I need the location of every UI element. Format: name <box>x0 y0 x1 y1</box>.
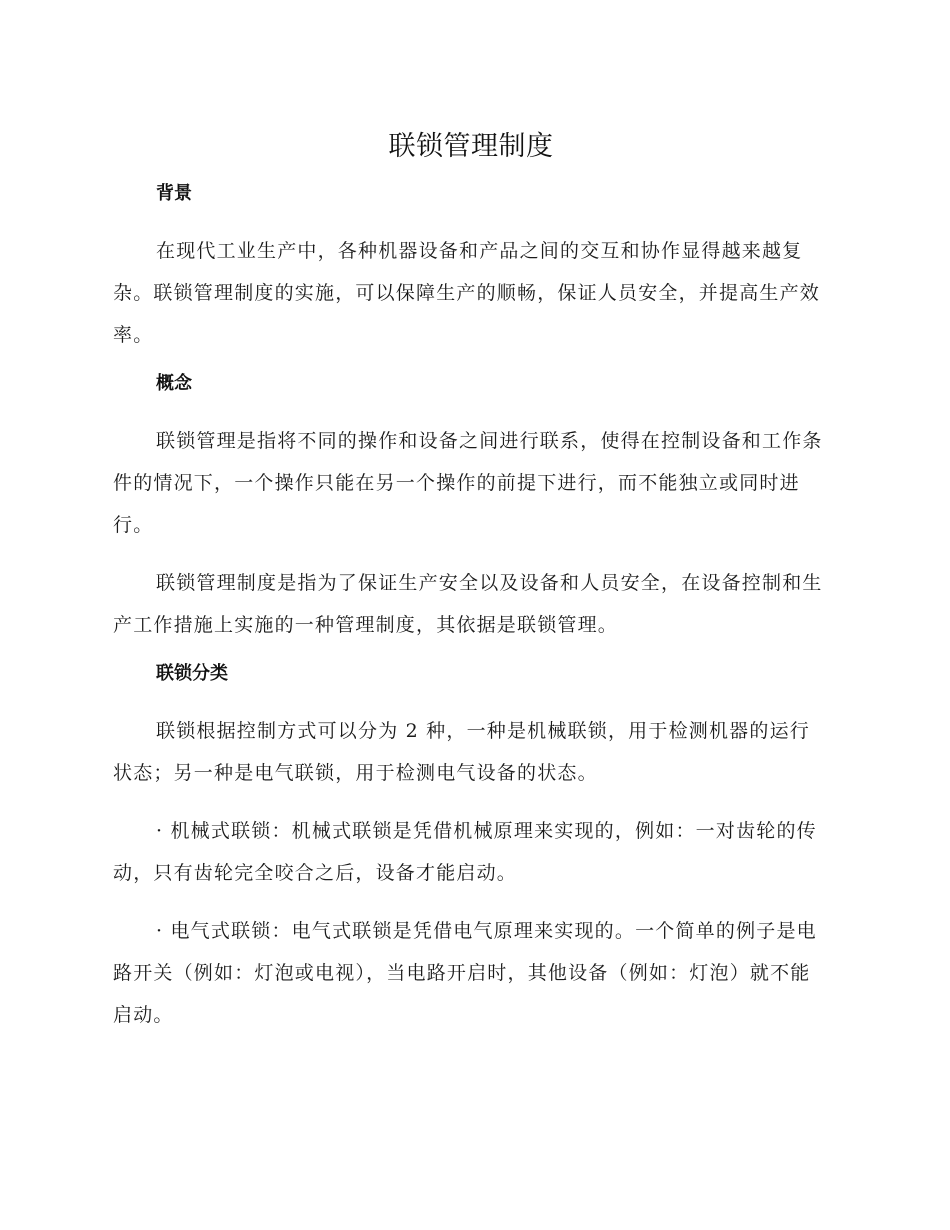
document-body <box>113 128 829 1036</box>
document-title: 联锁管理制度 <box>388 131 554 162</box>
section-heading: 联锁分类 <box>156 663 228 684</box>
section-concept <box>113 370 829 646</box>
section-heading: 背景 <box>156 183 192 204</box>
section-heading: 概念 <box>156 373 192 394</box>
paragraph: 联锁管理是指将不同的操作和设备之间进行联系，使得在控制设备和工作条件的情况下，一个操作只能在另一个操作的前提下进行，而不能独立或同时进行。 <box>113 430 823 536</box>
bullet-paragraph: · 电气式联锁：电气式联锁是凭借电气原理来实现的。一个简单的例子是电路开关（例如：灯泡或电视），当电路开启时，其他设备（例如：灯泡）就不能启动。 <box>113 920 817 1026</box>
paragraph: 联锁管理制度是指为了保证生产安全以及设备和人员安全，在设备控制和生产工作措施上实施的一种管理制度，其依据是联锁管理。 <box>113 572 823 636</box>
paragraph: 联锁根据控制方式可以分为 2 种，一种是机械联锁，用于检测机器的运行状态；另一种是电气联锁，用于检测电气设备的状态。 <box>113 720 810 784</box>
section-background <box>113 180 829 356</box>
paragraph: 在现代工业生产中，各种机器设备和产品之间的交互和协作显得越来越复杂。联锁管理制度的实施，可以保障生产的顺畅，保证人员安全，并提高生产效率。 <box>113 240 821 346</box>
bullet-paragraph: · 机械式联锁：机械式联锁是凭借机械原理来实现的，例如：一对齿轮的传动，只有齿轮完全咬合之后，设备才能启动。 <box>113 820 817 884</box>
section-interlock-classification <box>113 660 829 1036</box>
